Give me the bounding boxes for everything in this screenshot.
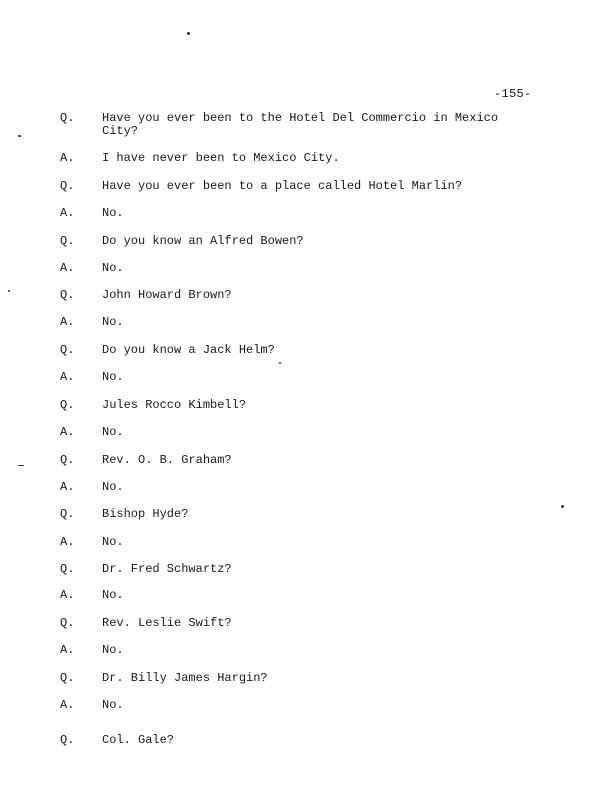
scan-speck	[18, 465, 24, 466]
speech-text: No.	[102, 206, 124, 220]
speech-text: No.	[102, 261, 124, 275]
speaker-label: A.	[60, 535, 75, 549]
speech-text: Have you ever been to the Hotel Del Commercio in Mexico City?	[102, 111, 499, 138]
speaker-label: A.	[60, 370, 75, 384]
speaker-label: Q.	[60, 507, 75, 521]
speech-text: Rev. Leslie Swift?	[102, 616, 232, 630]
speech-text: I have never been to Mexico City.	[102, 151, 340, 165]
speech-text: Do you know an Alfred Bowen?	[102, 234, 304, 248]
speaker-label: A.	[60, 315, 75, 329]
speech-text: Bishop Hyde?	[102, 507, 189, 521]
speech-text: John Howard Brown?	[102, 288, 232, 302]
speaker-label: A.	[60, 480, 75, 494]
speaker-label: Q.	[60, 343, 75, 357]
speaker-label: Q.	[60, 398, 75, 412]
speech-text: No.	[102, 643, 124, 657]
speech-text: Dr. Fred Schwartz?	[102, 562, 232, 576]
speaker-label: Q.	[60, 453, 75, 467]
speech-text: Dr. Billy James Hargin?	[102, 671, 268, 685]
scan-speck	[18, 135, 21, 137]
speech-text: Rev. O. B. Graham?	[102, 453, 232, 467]
speech-text: Have you ever been to a place called Hotel Marlin?	[102, 179, 463, 193]
speech-text: No.	[102, 315, 124, 329]
speech-text: Col. Gale?	[102, 733, 175, 747]
speech-text: Jules Rocco Kimbell?	[102, 398, 247, 412]
scan-speck	[187, 32, 190, 35]
speaker-label: Q.	[60, 179, 75, 193]
scan-speck	[561, 505, 564, 508]
speaker-label: A.	[60, 425, 75, 439]
speaker-label: A.	[60, 206, 75, 220]
speech-text: No.	[102, 588, 124, 602]
speech-text: No.	[102, 370, 124, 384]
speech-text: No.	[102, 425, 124, 439]
speaker-label: A.	[60, 588, 75, 602]
speech-text: No.	[102, 480, 124, 494]
scan-speck	[279, 362, 281, 364]
speaker-label: Q.	[60, 671, 75, 685]
speaker-label: A.	[60, 261, 75, 275]
speaker-label: A.	[60, 698, 75, 712]
scan-speck	[8, 290, 10, 292]
speech-text: Do you know a Jack Helm?	[102, 343, 275, 357]
speaker-label: Q.	[60, 562, 75, 576]
speaker-label: Q.	[60, 111, 75, 125]
speech-text: No.	[102, 535, 124, 549]
speaker-label: Q.	[60, 234, 75, 248]
speech-text: No.	[102, 698, 124, 712]
speaker-label: A.	[60, 643, 75, 657]
page-number: -155-	[494, 87, 532, 101]
speaker-label: Q.	[60, 616, 75, 630]
speaker-label: Q.	[60, 288, 75, 302]
speaker-label: Q.	[60, 733, 75, 747]
speaker-label: A.	[60, 151, 75, 165]
